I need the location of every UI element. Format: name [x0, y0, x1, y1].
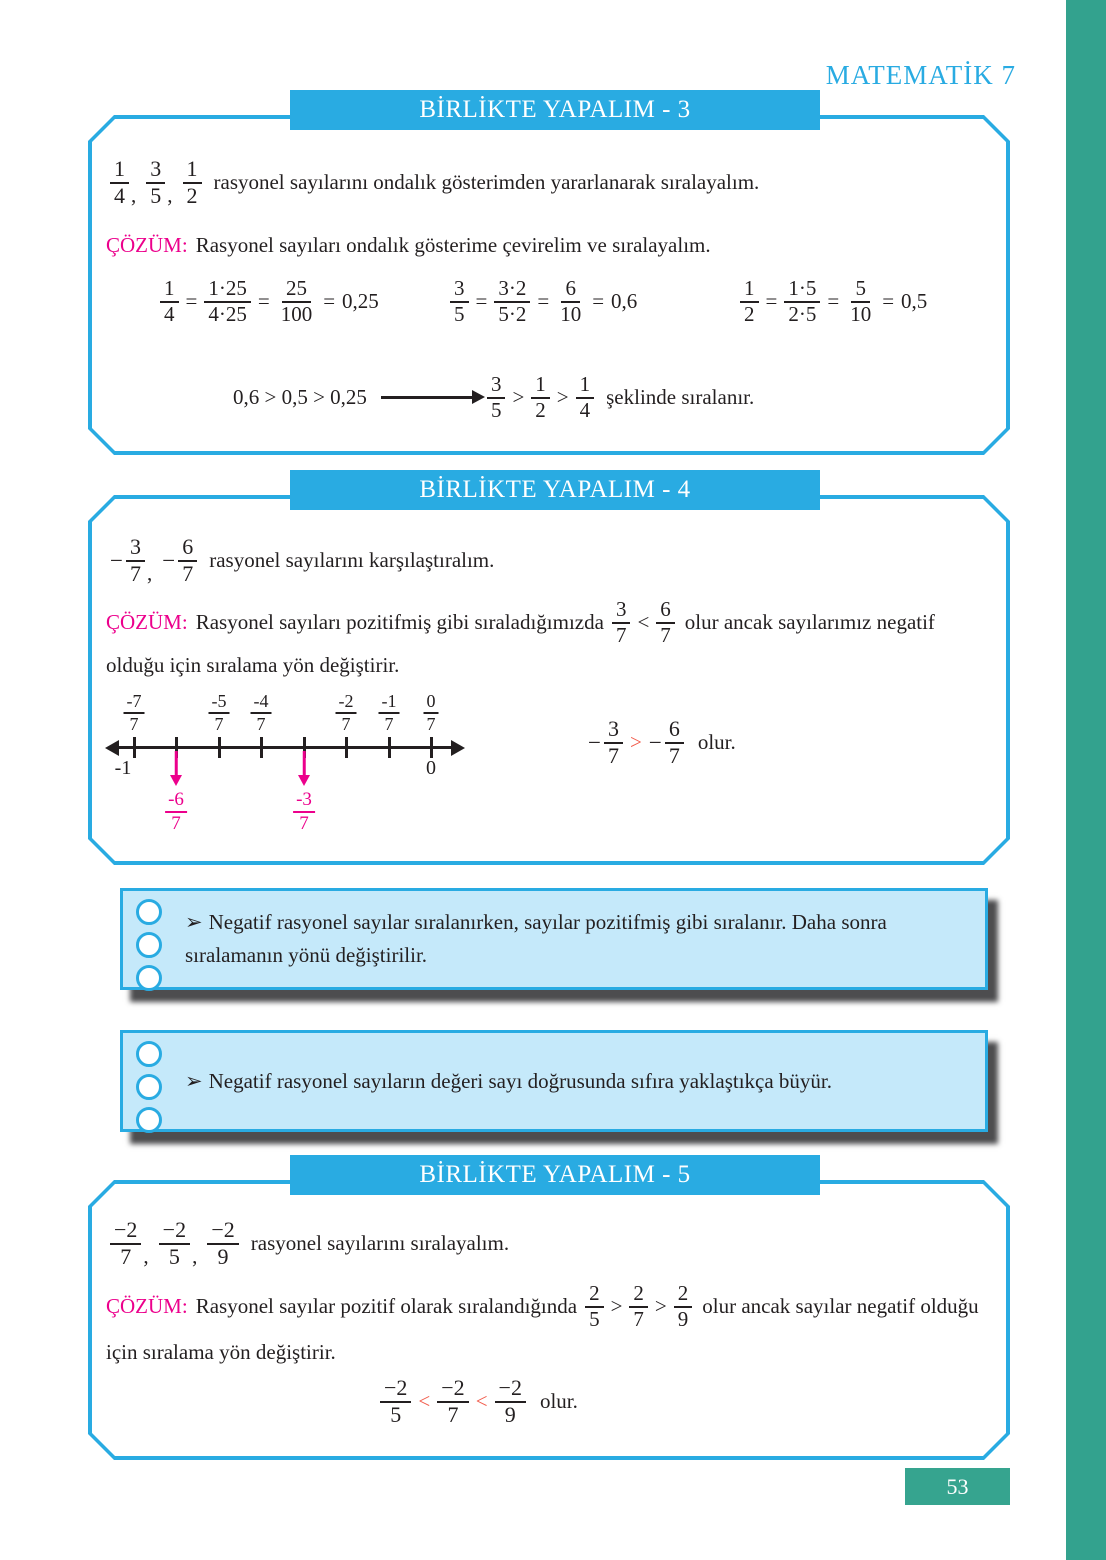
fraction: $\frac{3}{7}$: [604, 717, 623, 768]
fraction: $\frac{2}{5}$: [585, 1282, 604, 1331]
decimal-value: 0,25: [342, 289, 379, 314]
note-box-2: [120, 1030, 988, 1132]
solution-text: olduğu için sıralama yön değiştirir.: [106, 653, 400, 677]
solution-text: için sıralama yön değiştirir.: [106, 1340, 336, 1364]
lesson-4-problem: [110, 535, 494, 586]
lesson-5-solution-line-2: [106, 1340, 336, 1365]
tick-label-fraction: -5 7: [209, 691, 230, 734]
tick-label-fraction: -1 7: [379, 691, 400, 734]
comma: ,: [167, 183, 173, 208]
tick: [430, 737, 433, 758]
equals: =: [475, 289, 488, 314]
lesson-3-solution-intro: [106, 233, 711, 258]
lesson-4-title-tab: [290, 470, 820, 510]
tick-label-fraction: -7 7: [124, 691, 145, 734]
marker-arrow-stem: [175, 751, 178, 775]
solution-text: olur ancak sayılar negatif olduğu: [702, 1294, 979, 1319]
note-text: [185, 1033, 967, 1129]
minus-sign: −: [648, 729, 662, 755]
binder-hole: [136, 1107, 162, 1133]
lesson-5-solution-line-1: [106, 1282, 979, 1331]
solution-text: olur ancak sayılarımız negatif: [684, 610, 935, 635]
equals: =: [592, 289, 605, 314]
conversion-3: [740, 277, 927, 326]
axis-left-arrow-icon: [105, 740, 119, 756]
equals: =: [882, 289, 895, 314]
solution-text: Rasyonel sayıları pozitifmiş gibi sıraladığımızda: [195, 610, 604, 635]
tick-label-fraction: -2 7: [336, 691, 357, 734]
note-box-1: [120, 888, 988, 990]
fraction: $\frac{-2}{9}$: [495, 1376, 526, 1427]
right-arrow-icon: [381, 396, 473, 399]
fraction: $\frac{-2}{5}$: [380, 1376, 411, 1427]
lesson-4-solution-line-2: [106, 653, 399, 678]
solution-text: Rasyonel sayılar pozitif olarak sıralandığında: [195, 1294, 578, 1319]
decimal-value: 0,6: [611, 289, 638, 314]
lesson-3-title: BİRLİKTE YAPALIM - 3: [419, 96, 691, 123]
fraction: $\frac{2}{7}$: [629, 1282, 648, 1331]
fraction: $\frac{-2}{5}$: [159, 1218, 190, 1269]
greater-than: >: [556, 385, 569, 410]
fraction: $\frac{6}{7}$: [665, 717, 684, 768]
lesson-box-4: [88, 476, 1010, 865]
right-edge-bar: [1066, 0, 1106, 1560]
tick: [388, 737, 391, 758]
note-1-text: Negatif rasyonel sayılar sıralanırken, sayılar pozitifmiş gibi sıralanır. Daha sonra sıralamanın yönü değiştirilir.: [185, 910, 887, 967]
fraction: $\frac{6}{7}$: [656, 598, 675, 647]
fraction: $\frac{1}{2}$: [531, 373, 550, 422]
equals: =: [257, 289, 270, 314]
solution-text: Rasyonel sayıları ondalık gösterime çevirelim ve sıralayalım.: [195, 233, 711, 257]
lesson-5-title-tab: [290, 1155, 820, 1195]
fraction: $\frac{6}{7}$: [178, 535, 197, 586]
problem-text: rasyonel sayılarını ondalık gösterimden yararlanarak sıralayalım.: [213, 170, 760, 195]
fraction: $\frac{3}{7}$: [612, 598, 631, 647]
fraction: $\frac{-2}{7}$: [110, 1218, 141, 1269]
minus-sign: −: [162, 547, 176, 573]
equals: =: [537, 289, 550, 314]
fraction: $\frac{3}{5}$: [450, 277, 469, 326]
lesson-5-result: [380, 1376, 578, 1427]
fraction: $\frac{-2}{9}$: [207, 1218, 238, 1269]
greater-than: >: [512, 385, 525, 410]
greater-than: >: [610, 1294, 623, 1319]
lesson-5-problem: [110, 1218, 509, 1269]
fraction: $\frac{1}{2}$: [740, 277, 759, 326]
equals: =: [323, 289, 336, 314]
lesson-3-title-tab: [290, 90, 820, 130]
fraction: $\frac{1}{4}$: [160, 277, 179, 326]
binder-holes: [136, 899, 162, 991]
cozum-label: ÇÖZÜM:: [106, 233, 188, 257]
equals: =: [185, 289, 198, 314]
marker-arrow-stem: [303, 751, 306, 775]
axis-right-arrow-icon: [451, 740, 465, 756]
book-title: MATEMATİK 7: [825, 60, 1016, 90]
equals: =: [765, 289, 778, 314]
arrow-bullet-icon: ➢: [185, 910, 203, 935]
page-number-badge: [905, 1468, 1010, 1505]
comma: ,: [131, 183, 137, 208]
comma: ,: [143, 1244, 149, 1269]
fraction: $\frac{3}{5}$: [146, 157, 165, 208]
less-than: <: [637, 610, 650, 635]
lesson-3-problem: [110, 157, 759, 208]
lesson-4-title: BİRLİKTE YAPALIM - 4: [419, 476, 691, 503]
binder-hole: [136, 1041, 162, 1067]
number-line: [105, 685, 485, 840]
greater-than: >: [629, 730, 642, 755]
problem-text: rasyonel sayılarını sıralayalım.: [250, 1231, 510, 1256]
tick: [345, 737, 348, 758]
number-line-axis: [117, 746, 453, 749]
note-text: [185, 891, 967, 987]
tick-label-fraction: 0 7: [424, 691, 439, 734]
fraction: $\frac{2}{9}$: [674, 1282, 693, 1331]
fraction: $\frac{1\cdot 5}{2\cdot 5}$: [784, 277, 820, 326]
problem-text: rasyonel sayılarını karşılaştıralım.: [209, 548, 495, 573]
result-tail: olur.: [697, 730, 736, 755]
decimal-value: 0,5: [901, 289, 928, 314]
lesson-3-ordering: [233, 373, 754, 422]
binder-holes: [136, 1041, 162, 1133]
fraction: $\frac{1}{4}$: [110, 157, 129, 208]
fraction: $\frac{3\cdot 2}{5\cdot 2}$: [494, 277, 530, 326]
minus-sign: −: [588, 729, 601, 755]
less-than: <: [475, 1389, 488, 1414]
lesson-4-result: [588, 717, 736, 768]
fraction: $\frac{1}{2}$: [183, 157, 202, 208]
tick: [133, 737, 136, 758]
fraction: $\frac{3}{7}$: [126, 535, 145, 586]
fraction: $\frac{25}{100}$: [280, 276, 313, 326]
tick: [218, 737, 221, 758]
fraction: $\frac{5}{10}$: [850, 276, 872, 326]
tick-label-fraction: -4 7: [251, 691, 272, 734]
marker-arrow-head-icon: [170, 775, 182, 786]
minus-sign: −: [110, 547, 123, 573]
lesson-4-solution-line-1: [106, 598, 935, 647]
page-number: 53: [946, 1473, 969, 1499]
binder-hole: [136, 965, 162, 991]
binder-hole: [136, 1074, 162, 1100]
comma: ,: [146, 561, 153, 586]
lesson-box-5: [88, 1161, 1010, 1460]
binder-hole: [136, 899, 162, 925]
cozum-label: ÇÖZÜM:: [106, 1294, 188, 1319]
fraction: $\frac{3}{5}$: [487, 373, 506, 422]
less-than: <: [418, 1389, 431, 1414]
conversion-2: [450, 277, 637, 326]
lesson-5-title: BİRLİKTE YAPALIM - 5: [419, 1161, 691, 1188]
lesson-box-3: [88, 96, 1010, 455]
conversion-1: [160, 277, 379, 326]
cozum-label: ÇÖZÜM:: [106, 610, 188, 635]
binder-hole: [136, 932, 162, 958]
equals: =: [827, 289, 840, 314]
result-tail: olur.: [539, 1389, 578, 1414]
ordering-tail: şeklinde sıralanır.: [606, 385, 755, 410]
fraction: $\frac{-2}{7}$: [437, 1376, 468, 1427]
marker-arrow-head-icon: [298, 775, 310, 786]
tick: [260, 737, 263, 758]
decimal-ordering: 0,6 > 0,5 > 0,25: [233, 385, 367, 410]
comma: ,: [192, 1244, 198, 1269]
axis-label-minus-one: -1: [114, 757, 132, 779]
marker-fraction: -3 7: [293, 789, 315, 835]
axis-label-zero: 0: [426, 757, 436, 779]
arrow-bullet-icon: ➢: [185, 1068, 203, 1093]
greater-than: >: [654, 1294, 667, 1319]
fraction: $\frac{6}{10}$: [560, 276, 582, 326]
note-2-text: Negatif rasyonel sayıların değeri sayı doğrusunda sıfıra yaklaştıkça büyür.: [208, 1068, 833, 1093]
fraction: $\frac{1}{4}$: [576, 373, 595, 422]
marker-fraction: -6 7: [165, 789, 187, 835]
fraction: $\frac{1\cdot 25}{4\cdot 25}$: [204, 277, 251, 326]
